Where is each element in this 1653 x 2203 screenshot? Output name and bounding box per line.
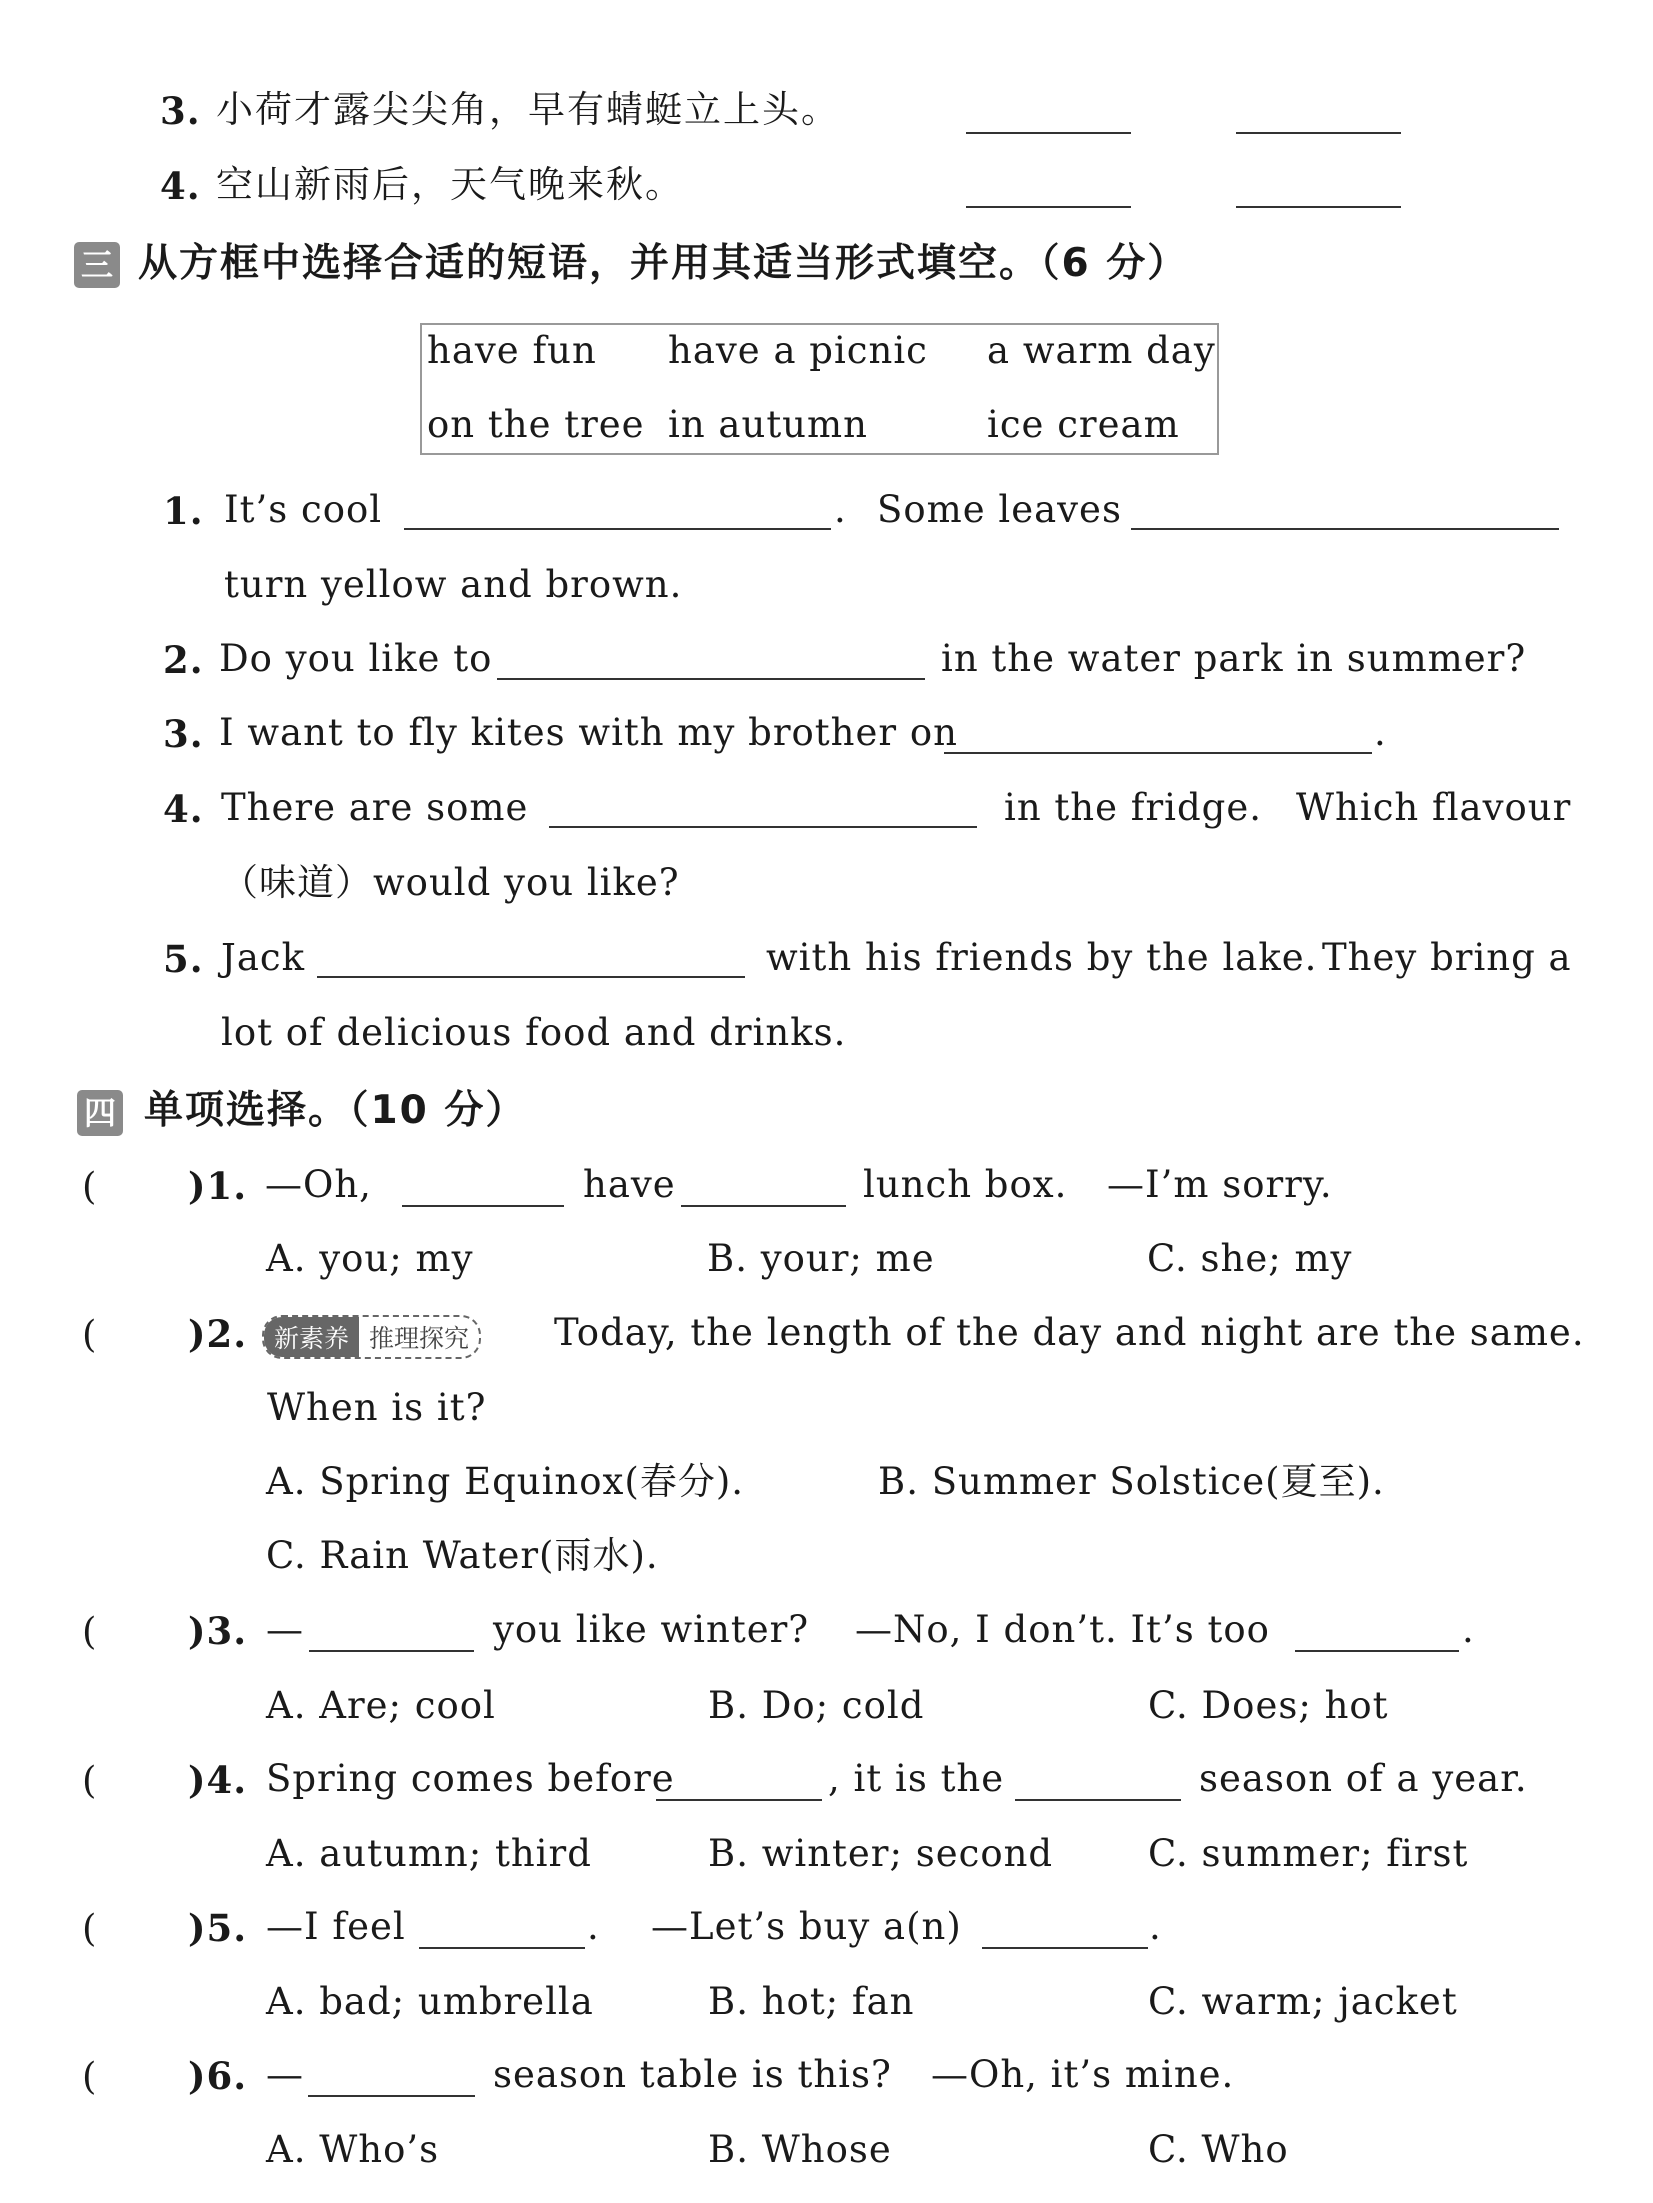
option-c[interactable]: C. she; my — [1147, 1237, 1353, 1280]
option-a[interactable]: A. bad; umbrella — [266, 1980, 594, 2023]
answer-blank[interactable] — [966, 132, 1131, 134]
option-c[interactable]: C. warm; jacket — [1148, 1980, 1458, 2023]
fill-blank[interactable] — [317, 976, 745, 978]
fill-blank[interactable] — [404, 528, 831, 530]
option-b[interactable]: B. Whose — [708, 2128, 892, 2171]
option-b[interactable]: B. your; me — [707, 1237, 935, 1280]
answer-blank[interactable] — [1236, 132, 1401, 134]
section-title: 从方框中选择合适的短语，并用其适当形式填空。（6 分） — [138, 241, 1189, 286]
question-text: lot of delicious food and drinks. — [221, 1011, 847, 1054]
question-text: . — [1374, 711, 1387, 754]
question-text: season of a year. — [1199, 1757, 1528, 1800]
question-text: . — [1149, 1905, 1162, 1948]
fill-blank[interactable] — [308, 2095, 475, 2097]
question-text: —Oh, — [265, 1163, 372, 1206]
question-number[interactable]: )4. — [188, 1758, 248, 1802]
question-text: , it is the — [828, 1757, 1005, 1800]
question-text: —I’m sorry. — [1107, 1163, 1333, 1206]
option-a[interactable]: A. Who’s — [266, 2128, 440, 2171]
question-number[interactable]: )6. — [188, 2054, 248, 2098]
badge-right: 推理探究 — [369, 1324, 470, 1353]
question-text: I want to fly kites with my brother on — [219, 711, 958, 754]
option-b[interactable]: B. winter; second — [708, 1832, 1054, 1875]
option-c[interactable]: C. Rain Water(雨水). — [266, 1534, 659, 1577]
fill-blank[interactable] — [497, 678, 925, 680]
question-number: 1. — [163, 489, 204, 533]
question-text: turn yellow and brown. — [224, 563, 683, 606]
question-text: — — [266, 2053, 304, 2096]
new-literacy-badge — [262, 1315, 481, 1359]
option-a[interactable]: A. Spring Equinox(春分). — [266, 1460, 745, 1503]
question-text: . — [587, 1905, 600, 1948]
answer-blank[interactable] — [1236, 206, 1401, 208]
fill-blank[interactable] — [402, 1205, 564, 1207]
question-text: —No, I don’t. It’s too — [855, 1608, 1270, 1651]
answer-paren: ( — [82, 1313, 97, 1356]
question-text: you like winter? — [493, 1608, 810, 1651]
section-title: 单项选择。（10 分） — [144, 1088, 527, 1133]
question-text: in the fridge. — [1004, 786, 1263, 829]
option-c[interactable]: C. summer; first — [1148, 1832, 1469, 1875]
fill-blank[interactable] — [1295, 1650, 1459, 1652]
fill-blank[interactable] — [944, 752, 1372, 754]
answer-paren: ( — [82, 1165, 97, 1208]
answer-paren: ( — [82, 1907, 97, 1950]
option-b[interactable]: B. Do; cold — [708, 1684, 925, 1727]
question-text: have — [583, 1163, 676, 1206]
phrase: ice cream — [987, 403, 1180, 446]
question-number[interactable]: )5. — [188, 1906, 248, 1950]
answer-blank[interactable] — [966, 206, 1131, 208]
option-b[interactable]: B. hot; fan — [708, 1980, 915, 2023]
question-text: . — [1462, 1608, 1475, 1651]
question-text: season table is this? — [493, 2053, 892, 2096]
option-a[interactable]: A. autumn; third — [266, 1832, 592, 1875]
question-number: 5. — [163, 937, 204, 981]
phrase: have a picnic — [668, 329, 928, 372]
question-number[interactable]: )2. — [188, 1312, 248, 1356]
question-text: When is it? — [267, 1386, 487, 1429]
option-a[interactable]: A. you; my — [266, 1237, 474, 1280]
item-number: 4. — [160, 164, 201, 208]
question-number[interactable]: )3. — [188, 1609, 248, 1653]
fill-blank[interactable] — [982, 1947, 1148, 1949]
poem-line: 空山新雨后，天气晚来秋。 — [216, 163, 684, 206]
question-text: in the water park in summer? — [941, 637, 1527, 680]
poem-line: 小荷才露尖尖角，早有蜻蜓立上头。 — [216, 88, 840, 131]
question-number[interactable]: )1. — [188, 1164, 248, 1208]
phrase: a warm day — [987, 329, 1216, 372]
option-c[interactable]: C. Does; hot — [1148, 1684, 1389, 1727]
fill-blank[interactable] — [549, 826, 977, 828]
answer-paren: ( — [82, 1610, 97, 1653]
section-icon: 四 — [77, 1090, 123, 1136]
question-text: （味道）would you like? — [221, 861, 680, 904]
fill-blank[interactable] — [419, 1947, 585, 1949]
question-text: They bring a — [1322, 936, 1572, 979]
question-text: Jack — [221, 936, 306, 979]
item-number: 3. — [160, 89, 201, 133]
option-a[interactable]: A. Are; cool — [266, 1684, 496, 1727]
question-number: 2. — [163, 638, 204, 682]
question-text: There are some — [221, 786, 529, 829]
question-text: Some leaves — [877, 488, 1122, 531]
phrase: have fun — [427, 329, 597, 372]
badge-left: 新素养 — [264, 1317, 359, 1357]
fill-blank[interactable] — [656, 1799, 822, 1801]
question-number: 4. — [163, 787, 204, 831]
question-text: . — [834, 488, 847, 531]
question-text: —Let’s buy a(n) — [651, 1905, 962, 1948]
fill-blank[interactable] — [309, 1650, 474, 1652]
fill-blank[interactable] — [681, 1205, 846, 1207]
phrase: in autumn — [668, 403, 868, 446]
question-text: Today, the length of the day and night are the same. — [554, 1311, 1585, 1354]
question-text: — — [266, 1608, 304, 1651]
phrase: on the tree — [427, 403, 645, 446]
question-text: Do you like to — [219, 637, 493, 680]
option-b[interactable]: B. Summer Solstice(夏至). — [878, 1460, 1385, 1503]
question-text: Which flavour — [1296, 786, 1572, 829]
fill-blank[interactable] — [1131, 528, 1559, 530]
question-text: lunch box. — [863, 1163, 1068, 1206]
section-icon: 三 — [74, 242, 120, 288]
question-text: —I feel — [266, 1905, 406, 1948]
answer-paren: ( — [82, 2055, 97, 2098]
question-number: 3. — [163, 712, 204, 756]
question-text: Spring comes before — [266, 1757, 675, 1800]
answer-paren: ( — [82, 1759, 97, 1802]
question-text: —Oh, it’s mine. — [931, 2053, 1235, 2096]
option-c[interactable]: C. Who — [1148, 2128, 1289, 2171]
fill-blank[interactable] — [1015, 1799, 1181, 1801]
question-text: It’s cool — [224, 488, 383, 531]
question-text: with his friends by the lake. — [766, 936, 1318, 979]
